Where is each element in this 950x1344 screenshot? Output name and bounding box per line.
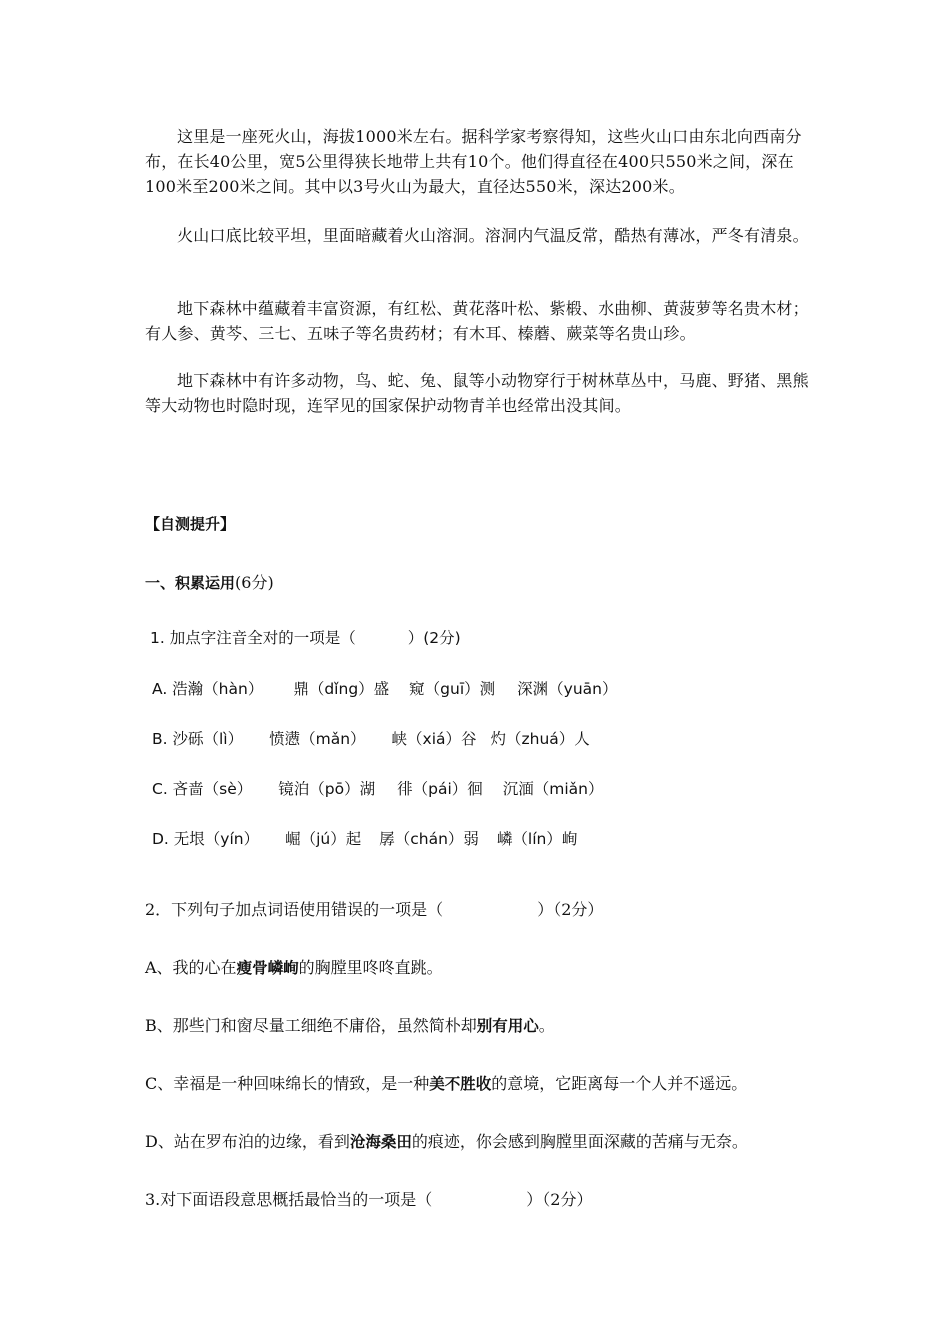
q2-option-d: [145, 1131, 748, 1153]
q2-option-a: [145, 957, 443, 979]
q1-option-d: [152, 828, 577, 850]
q1-option-b: [152, 728, 590, 750]
q2-c-keyword: 美不胜收: [429, 1075, 492, 1093]
q2-stem-start: 2．下列句子加点词语使用错误的一项是（: [145, 900, 444, 919]
q1-c-4: 沉湎（miǎn）: [502, 780, 604, 798]
q1-c-2: 镜泊（pō）湖: [278, 780, 376, 798]
passage-paragraph-2: 火山口底比较平坦，里面暗藏着火山溶洞。溶洞内气温反常，酷热有薄冰，严冬有清泉。: [177, 226, 809, 245]
q2-a-text-before: A、我的心在: [145, 958, 237, 977]
q1-b-2: 愤懑（mǎn）: [269, 730, 366, 748]
q1-d-3: 孱（chán）弱: [379, 830, 479, 848]
q2-option-b: [145, 1015, 555, 1037]
q2-a-text-after: 的胸膛里咚咚直跳。: [298, 958, 443, 977]
q2-d-text-before: D、站在罗布泊的边缘，看到: [145, 1132, 350, 1151]
q1-d-2: 崛（jú）起: [285, 830, 362, 848]
q2-b-text-before: B、那些门和窗尽量工细绝不庸俗，虽然简朴却: [145, 1016, 477, 1035]
q3-stem-start: 3.对下面语段意思概括最恰当的一项是（: [145, 1190, 433, 1209]
part-heading: [145, 572, 274, 594]
q1-option-a: [152, 678, 617, 700]
q1-a-4: 深渊（yuān）: [517, 680, 618, 698]
q1-stem-end: ）(2分): [407, 629, 461, 647]
q2-a-keyword: 瘦骨嶙峋: [236, 959, 299, 977]
q2-b-text-after: 。: [538, 1016, 555, 1035]
q1-option-c: [152, 778, 604, 800]
question-3-stem: [145, 1189, 592, 1211]
passage-paragraph-4: 地下森林中有许多动物，鸟、蛇、兔、鼠等小动物穿行于树林草丛中，马鹿、野猪、黑熊等大动物也时隐时现，连罕见的国家保护动物青羊也经常出没其间。: [145, 371, 809, 415]
q1-a-2: 鼎（dǐng）盛: [293, 680, 390, 698]
q1-d-4: 嶙（lín）峋: [496, 830, 578, 848]
q1-stem-start: 1. 加点字注音全对的一项是（: [150, 629, 356, 647]
q2-b-keyword: 别有用心: [476, 1017, 539, 1035]
q1-a-1: A. 浩瀚（hàn）: [152, 680, 264, 698]
question-2-stem: [145, 899, 603, 921]
q1-b-3: 峡（xiá）谷: [391, 730, 477, 748]
q3-stem-end: ）（2分）: [526, 1190, 593, 1209]
q2-c-text-after: 的意境，它距离每一个人并不遥远。: [491, 1074, 748, 1093]
q2-option-c: [145, 1073, 747, 1095]
passage-paragraph-1: 这里是一座死火山，海拔1000米左右。据科学家考察得知，这些火山口由东北向西南分布，在长40公里，宽5公里得狭长地带上共有10个。他们得直径在400只550米之间，深在100米至200米之间。其中以3号火山为最大，直径达550米，深达200米。: [145, 127, 802, 196]
q1-b-4: 灼（zhuá）人: [490, 730, 590, 748]
q2-c-text-before: C、幸福是一种回味绵长的情致，是一种: [145, 1074, 430, 1093]
part-title: 一、积累运用: [145, 574, 236, 592]
section-title: 【自测提升】: [145, 515, 236, 533]
q1-a-3: 窥（guī）测: [409, 680, 496, 698]
q1-b-1: B. 沙砾（lì）: [152, 730, 244, 748]
q1-d-1: D. 无垠（yín）: [152, 830, 260, 848]
q2-d-keyword: 沧海桑田: [349, 1133, 412, 1151]
passage-paragraph-3: 地下森林中蕴藏着丰富资源，有红松、黄花落叶松、紫椴、水曲柳、黄菠萝等名贵木材；有人参、黄芩、三七、五味子等名贵药材；有木耳、榛蘑、蕨菜等名贵山珍。: [145, 299, 809, 343]
q2-stem-end: ）（2分）: [537, 900, 604, 919]
part-score: (6分): [235, 573, 274, 592]
q1-c-3: 徘（pái）徊: [397, 780, 483, 798]
q2-d-text-after: 的痕迹，你会感到胸膛里面深藏的苦痛与无奈。: [411, 1132, 748, 1151]
q1-c-1: C. 吝啬（sè）: [152, 780, 253, 798]
question-1-stem: [150, 627, 461, 649]
